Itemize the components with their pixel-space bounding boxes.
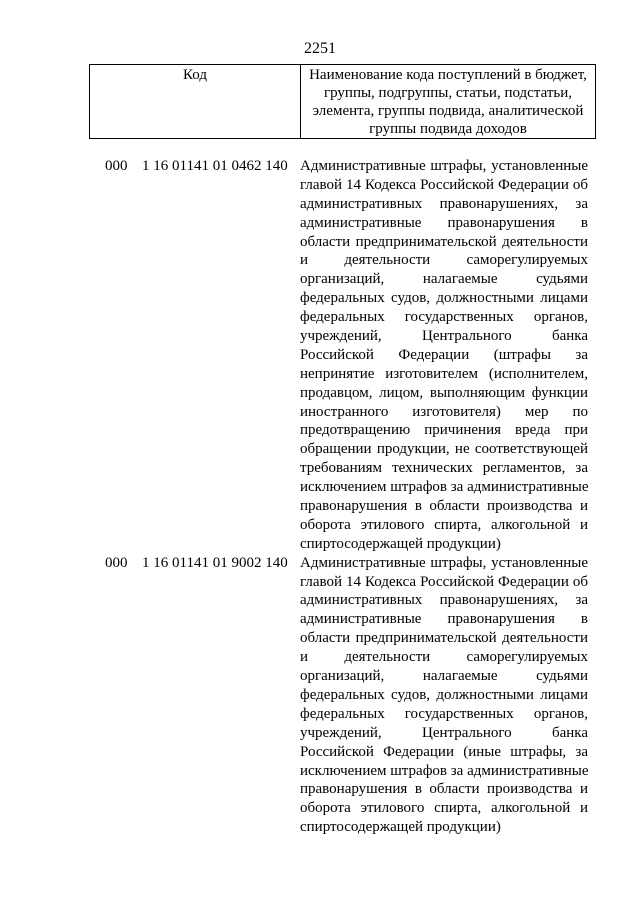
description-line: федеральных государственных органов, [300, 309, 588, 326]
description-line: учреждений, Центрального банка [300, 724, 588, 741]
description-line: правонарушения в области производства и [300, 781, 588, 798]
description-line: административных правонарушениях, за [300, 592, 588, 609]
table-row [0, 554, 640, 837]
income-code: 1 16 01141 01 9002 140 [142, 554, 288, 571]
description-line: административных правонарушениях, за [300, 195, 588, 212]
header-code-cell: Код [90, 65, 301, 139]
description-line: административные правонарушения в [300, 214, 588, 231]
description-line: требованиям технических регламентов, за [300, 460, 588, 477]
income-description [300, 554, 588, 837]
description-line: спиртосодержащей продукции) [300, 819, 501, 836]
admin-code: 000 [105, 158, 128, 174]
description-line: и деятельности саморегулируемых [300, 649, 588, 666]
page-number: 2251 [304, 40, 336, 57]
description-line: предотвращению причинения вреда при [300, 422, 588, 439]
description-line: области предпринимательской деятельности [300, 630, 588, 647]
description-line: оборота этилового спирта, алкогольной и [300, 516, 588, 533]
description-line: Российской Федерации (штрафы за [300, 346, 588, 363]
description-line: Административные штрафы, установленные [300, 554, 588, 571]
description-line: организаций, налагаемые судьями [300, 271, 588, 288]
description-line: обращении продукции, не соответствующей [300, 441, 588, 458]
description-line: Российской Федерации (иные штрафы, за [300, 743, 588, 760]
description-line: главой 14 Кодекса Российской Федерации об [300, 176, 588, 193]
income-description [300, 157, 588, 554]
header-name-cell: Наименование кода поступлений в бюджет, группы, подгруппы, статьи, подстатьи, элемента, группы подвида, аналитической группы подвида доходов [301, 65, 596, 139]
description-line: исключением штрафов за административные [300, 762, 589, 779]
description-line: области предпринимательской деятельности [300, 233, 588, 250]
description-line: федеральных судов, должностными лицами [300, 290, 588, 307]
description-line: организаций, налагаемые судьями [300, 668, 588, 685]
description-line: правонарушения в области производства и [300, 498, 588, 515]
description-line: иностранного изготовителя) мер по [300, 403, 588, 420]
description-line: федеральных судов, должностными лицами [300, 686, 588, 703]
code-rows [0, 157, 640, 837]
description-line: непринятие изготовителем (исполнителем, [300, 365, 588, 382]
header-table [89, 64, 596, 139]
description-line: оборота этилового спирта, алкогольной и [300, 800, 588, 817]
description-line: федеральных государственных органов, [300, 705, 588, 722]
description-line: административные правонарушения в [300, 611, 588, 628]
description-line: главой 14 Кодекса Российской Федерации об [300, 573, 588, 590]
description-line: спиртосодержащей продукции) [300, 535, 501, 552]
description-line: исключением штрафов за административные [300, 479, 589, 496]
description-line: продавцом, лицом, выполняющим функции [300, 384, 588, 401]
income-code: 1 16 01141 01 0462 140 [142, 158, 288, 174]
table-row [0, 157, 640, 554]
admin-code: 000 [105, 554, 128, 571]
header-row [90, 65, 596, 139]
description-line: Административные штрафы, установленные [300, 158, 588, 174]
description-line: учреждений, Центрального банка [300, 328, 588, 345]
description-line: и деятельности саморегулируемых [300, 252, 588, 269]
